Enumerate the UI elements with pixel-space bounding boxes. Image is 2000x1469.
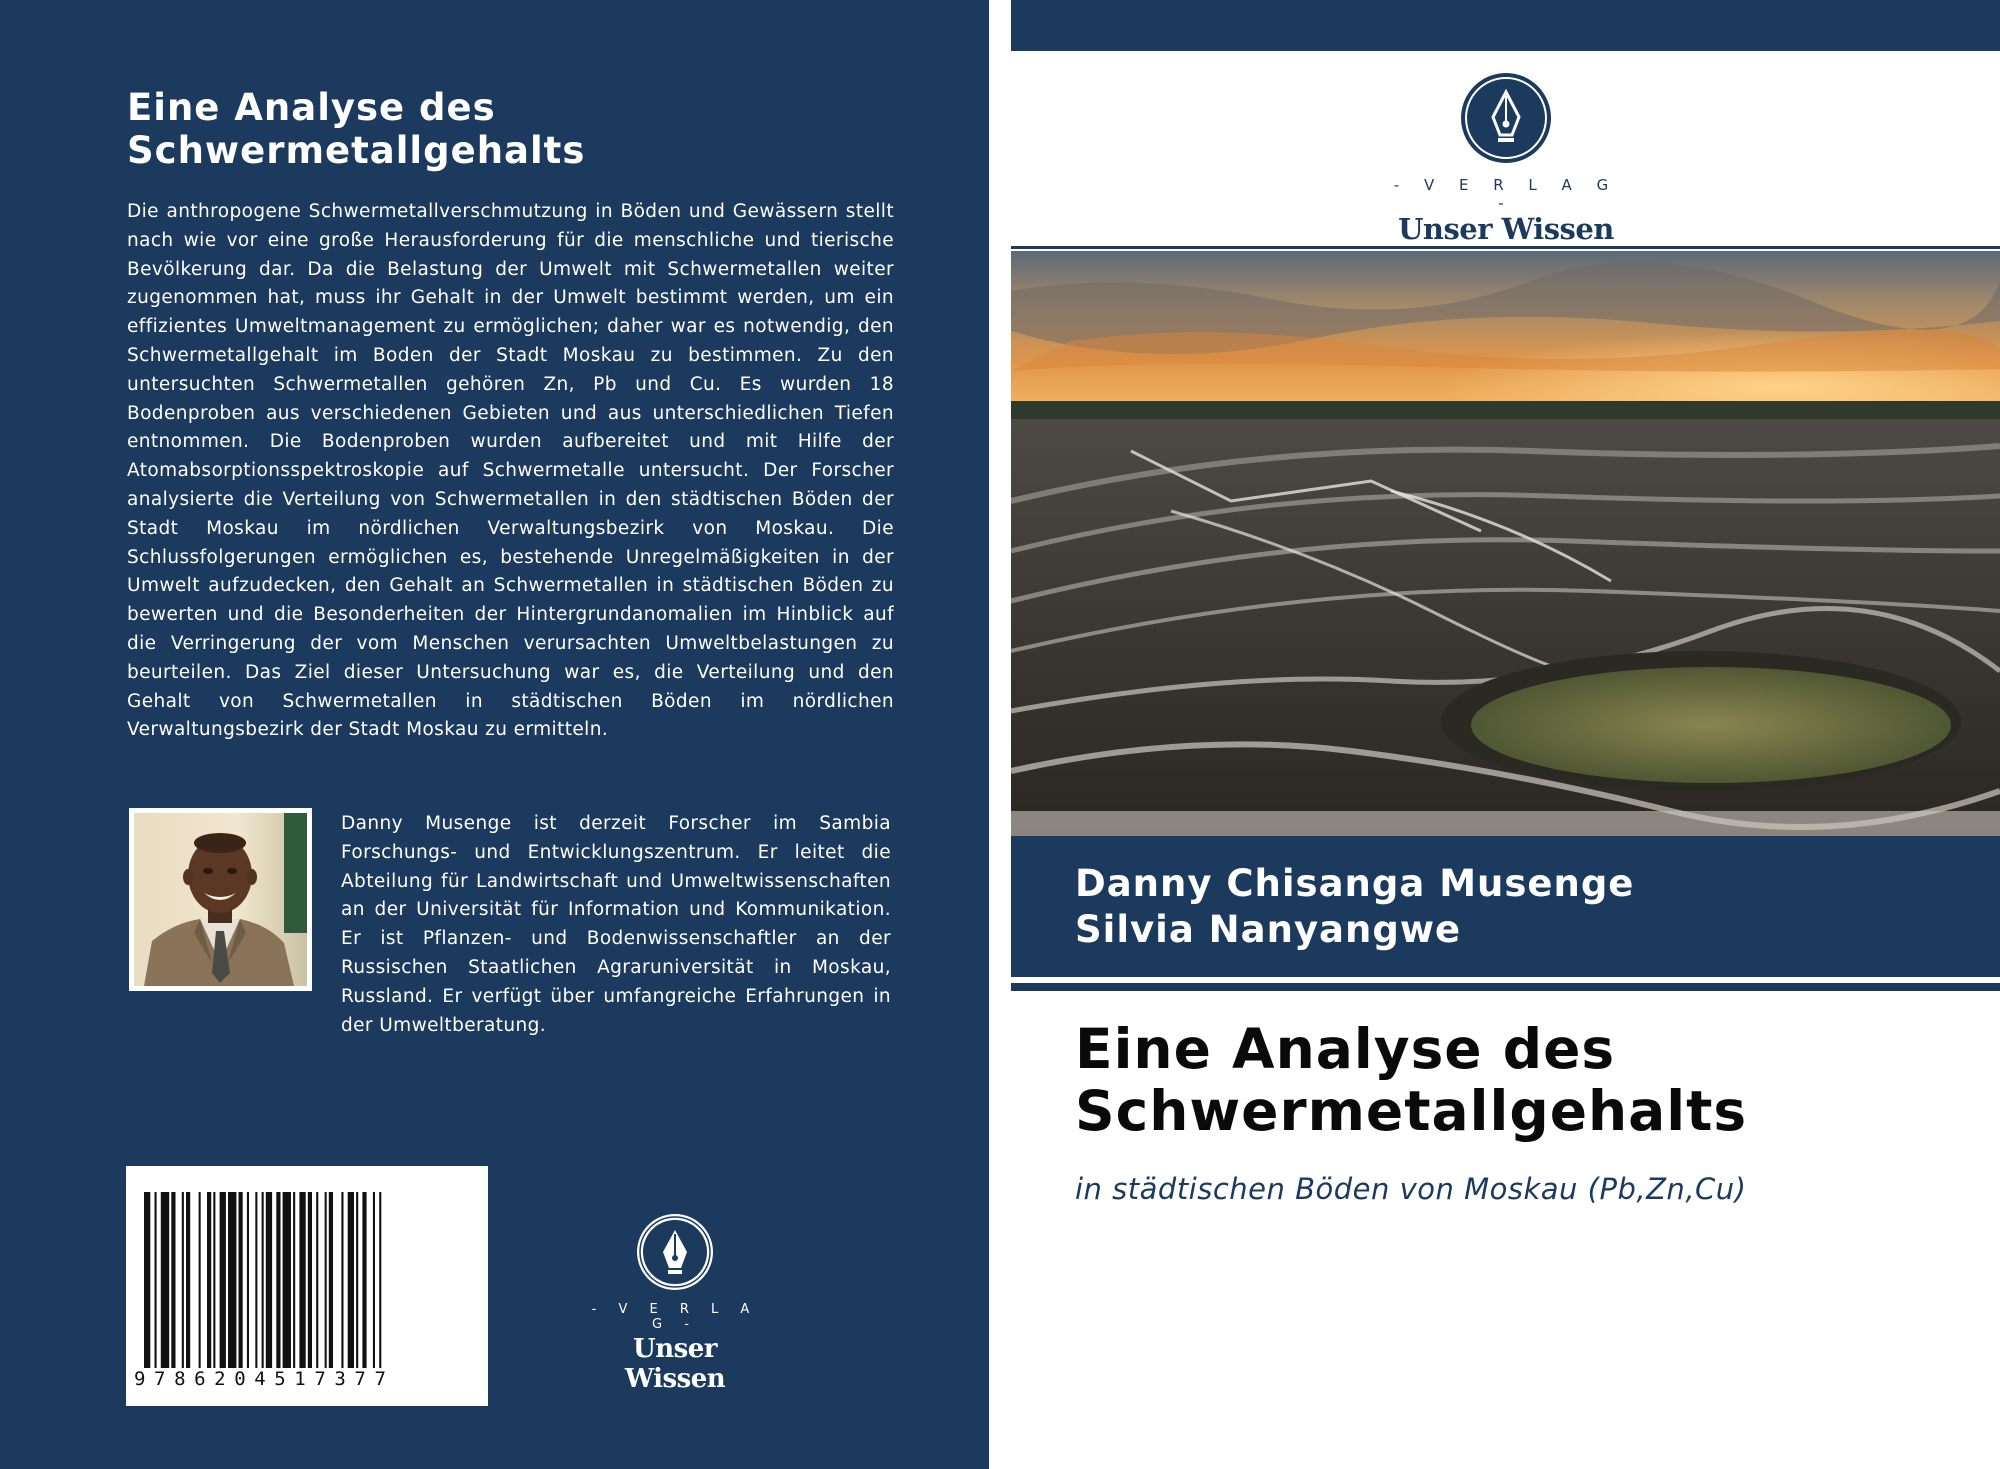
back-cover (0, 0, 989, 1469)
front-publisher-logo (1386, 72, 1626, 246)
top-color-bar (1011, 0, 2000, 51)
cover-photo-open-pit-mine (1011, 251, 2000, 836)
author-name-1: Danny Chisanga Musenge (1075, 862, 1635, 905)
author-photo (129, 808, 312, 991)
authors-band (1011, 836, 2000, 977)
authors-under-rule (1011, 983, 2000, 991)
author-portrait-image (134, 813, 307, 986)
front-title-line-1: Eine Analyse des (1075, 1017, 1616, 1081)
isbn-digits: 9786204517377 (134, 1368, 480, 1390)
book-blurb: Die anthropogene Schwermetallverschmutzung in Böden und Gewässern stellt nach wie vor eine große Herausforderung für die menschliche und tierische Bevölkerung dar. Da die Belastung der Umwelt mit Schwermetallen weiter zugenommen hat, muss ihr Gehalt in der Umwelt bestimmt werden, um ein effizientes Umweltmanagement zu ermöglichen; daher war es notwendig, den Schwermetallgehalt im Boden der Stadt Moskau zu bestimmen. Zu den untersuchten Schwermetallen gehören Zn, Pb und Cu. Es wurden 18 Bodenproben aus verschiedenen Gebieten und aus unterschiedlichen Tiefen entnommen. Die Bodenproben wurden aufbereitet und mit Hilfe der Atomabsorptionsspektroskopie auf Schwermetalle untersucht. Der Forscher analysierte die Verteilung von Schwermetallen in den städtischen Böden der Stadt Moskau im nördlichen Verwaltungsbezirk von Moskau. Die Schlussfolgerungen ermöglichen es, bestehende Unregelmäßigkeiten in der Umwelt aufzudecken, den Gehalt an Schwermetallen in städtischen Böden zu bewerten und die Besonderheiten der Hintergrundanomalien im Hinblick auf die Verringerung der vom Menschen verursachten Umweltbelastungen zu beurteilen. Das Ziel dieser Untersuchung war es, die Verteilung und den Gehalt von Schwermetallen in städtischen Böden im nördlichen Verwaltungsbezirk der Stadt Moskau zu ermitteln. (127, 201, 894, 741)
isbn-barcode (126, 1166, 488, 1406)
author-name-2: Silvia Nanyangwe (1075, 908, 1462, 951)
back-logo-brand: Unser Wissen (624, 1334, 726, 1394)
front-cover (1011, 0, 2000, 1469)
author-bio: Danny Musenge ist derzeit Forscher im Sambia Forschungs- und Entwicklungszentrum. Er leitet die Abteilung für Landwirtschaft und Umweltwissenschaften an der Universität für Information und Kommunikation. Er ist Pflanzen- und Bodenwissenschaftler an der Russischen Staatlichen Agraruniversität in Moskau, Russland. Er verfügt über umfangreiche Erfahrungen in der Umweltberatung. (341, 813, 891, 1036)
back-publisher-logo (580, 1212, 770, 1394)
fountain-pen-nib-icon (635, 1212, 715, 1292)
front-title-line-2: Schwermetallgehalts (1075, 1079, 1748, 1143)
back-title-line-1: Eine Analyse des (127, 86, 496, 129)
back-title-line-2: Schwermetallgehalts (127, 129, 586, 172)
front-cover-title (1075, 1018, 1975, 1142)
front-logo-verlag: - V E R L A G - (1393, 176, 1619, 212)
back-logo-verlag: - V E R L A G - (591, 1302, 759, 1332)
back-cover-title (127, 86, 887, 172)
fountain-pen-nib-icon (1460, 72, 1552, 164)
front-logo-brand: Unser Wissen (1398, 212, 1614, 246)
photo-top-rule (1011, 246, 2000, 249)
spine (989, 0, 1011, 1469)
front-cover-subtitle: in städtischen Böden von Moskau (Pb,Zn,Cu) (1075, 1172, 1747, 1206)
